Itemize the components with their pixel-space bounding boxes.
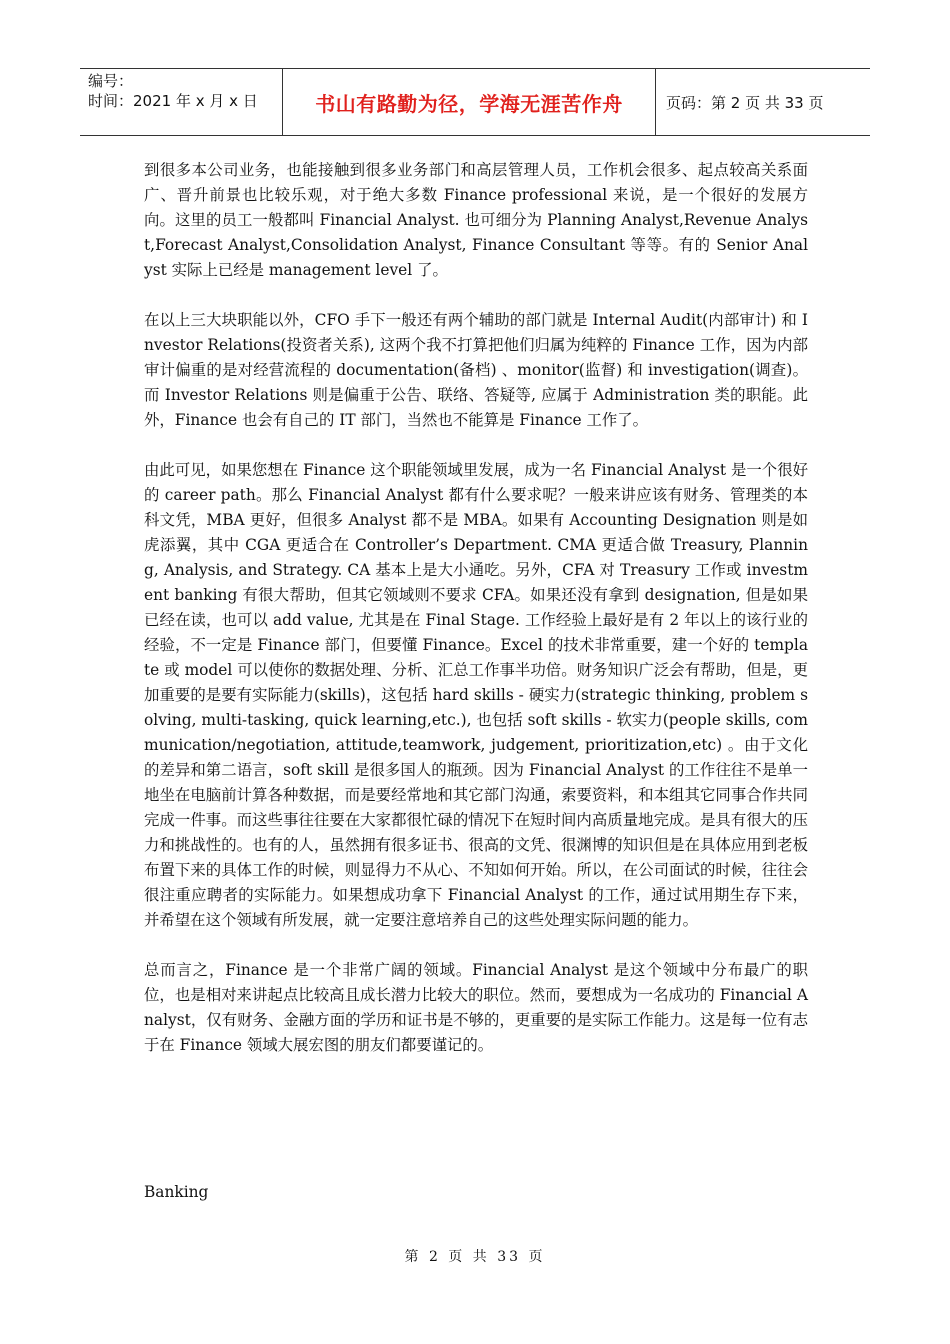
body-paragraph: 总而言之，Finance 是一个非常广阔的领域。Financial Analyst 是这个领域中分布最广的职位，也是相对来讲起点比较高且成长潜力比较大的职位。然而，要想成为一名成功的 Financial Analyst，仅有财务、金融方面的学历和证书是不够的，更重要的是实际工作能力。这是每一位有志于在 Finance 领域大展宏图的朋友们都要谨记的。 — [144, 961, 808, 1054]
document-date: 时间：2021 年 x 月 x 日 — [88, 92, 258, 110]
page-footer: 第 2 页 共 33 页 — [404, 1249, 546, 1265]
document-body — [144, 158, 808, 1083]
body-paragraph: 由此可见，如果您想在 Finance 这个职能领域里发展，成为一名 Financial Analyst 是一个很好的 career path。那么 Financial Analyst 都有什么要求呢？一般来讲应该有财务、管理类的本科文凭，MBA 更好，但很多 Analyst 都不是 MBA。如果有 Accounting Designation 则是如虎添翼，其中 CGA 更适合在 Controller’s Department. CMA 更适合做 Treasury, Planning, Analysis, and Strategy. CA 基本上是大小通吃。另外，CFA 对 Treasury 工作或 investment banking 有很大帮助，但其它领域则不要求 CFA。如果还没有拿到 designation, 但是如果已经在读，也可以 add value, 尤其是在 Final Stage. 工作经验上最好是有 2 年以上的该行业的经验，不一定是 Finance 部门，但要懂 Finance。Excel 的技术非常重要，建一个好的 template 或 model 可以使你的数据处理、分析、汇总工作事半功倍。财务知识广泛会有帮助，但是，更加重要的是要有实际能力(skills)，这包括 hard skills - 硬实力(strategic thinking, problem solving, multi-tasking, quick learning,etc.), 也包括 soft skills - 软实力(people skills, communication/negotiation, attitude,teamwork, judgement, prioritization,etc) 。由于文化的差异和第二语言，soft skill 是很多国人的瓶颈。因为 Financial Analyst 的工作往往不是单一地坐在电脑前计算各种数据，而是要经常地和其它部门沟通，索要资料，和本组其它同事合作共同完成一件事。而这些事往往要在大家都很忙碌的情况下在短时间内高质量地完成。是具有很大的压力和挑战性的。也有的人，虽然拥有很多证书、很高的文凭、很渊博的知识但是在具体应用到老板布置下来的具体工作的时候，则显得力不从心、不知如何开始。所以，在公司面试的时候，往往会很注重应聘者的实际能力。如果想成功拿下 Financial Analyst 的工作，通过试用期生存下来，并希望在这个领域有所发展，就一定要注意培养自己的这些处理实际问题的能力。 — [144, 461, 808, 929]
header-page-info: 页码：第 2 页 共 33 页 — [666, 93, 824, 112]
header-motto: 书山有路勤为径，学海无涯苦作舟 — [283, 69, 656, 135]
document-number-label: 编号： — [88, 72, 134, 90]
body-paragraph: 到很多本公司业务，也能接触到很多业务部门和高层管理人员，工作机会很多、起点较高关系面广、晋升前景也比较乐观，对于绝大多数 Finance professional 来说，是一个很好的发展方向。这里的员工一般都叫 Financial Analyst. 也可细分为 Planning Analyst,Revenue Analyst,Forecast Analyst,Consolidation Analyst, Finance Consultant 等等。有的 Senior Analyst 实际上已经是 management level 了。 — [144, 161, 808, 279]
header-meta — [80, 69, 283, 135]
body-paragraph: 在以上三大块职能以外，CFO 手下一般还有两个辅助的部门就是 Internal Audit(内部审计) 和 Investor Relations(投资者关系), 这两个我不打算把他们归属为纯粹的 Finance 工作，因为内部审计偏重的是对经营流程的 documentation(备档) 、monitor(监督) 和 investigation(调查)。而 Investor Relations 则是偏重于公告、联络、答疑等, 应属于 Administration 类的职能。此外，Finance 也会有自己的 IT 部门，当然也不能算是 Finance 工作了。 — [144, 311, 808, 429]
page-header — [80, 68, 870, 136]
section-heading-banking: Banking — [144, 1183, 209, 1201]
